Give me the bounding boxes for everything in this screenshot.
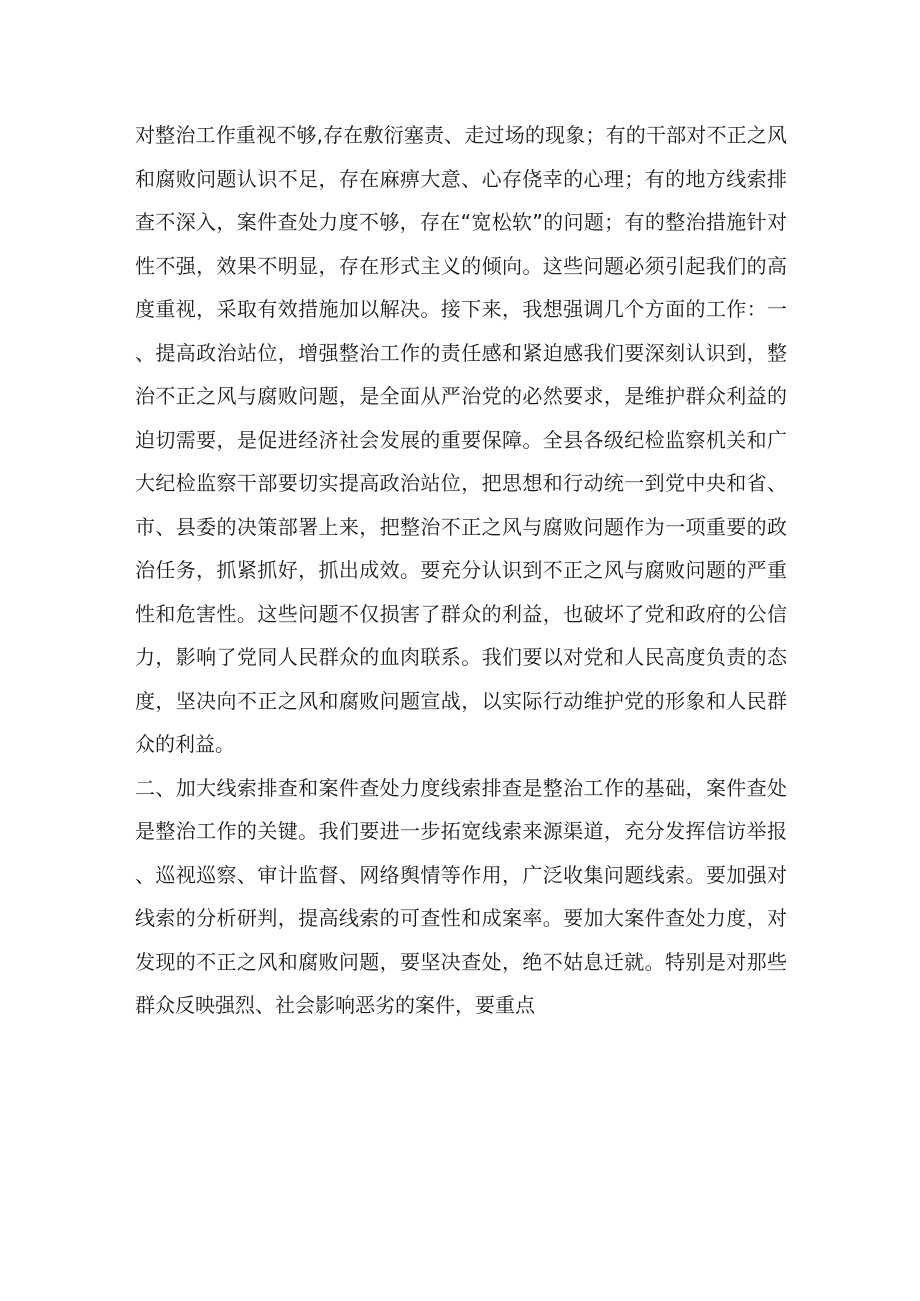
document-body [135, 114, 787, 1028]
paragraph-2: 二、加大线索排查和案件查处力度线索排查是整治工作的基础，案件查处是整治工作的关键。我们要进一步拓宽线索来源渠道，充分发挥信访举报、巡视巡察、审计监督、网络舆情等作用，广泛收集问题线索。要加强对线索的分析研判，提高线索的可查性和成案率。要加大案件查处力度，对发现的不正之风和腐败问题，要坚决查处，绝不姑息迁就。特别是对那些群众反映强烈、社会影响恶劣的案件，要重点 [135, 775, 787, 1017]
paragraph-1: 对整治工作重视不够,存在敷衍塞责、走过场的现象；有的干部对不正之风和腐败问题认识不足，存在麻痹大意、心存侥幸的心理；有的地方线索排查不深入，案件查处力度不够，存在“宽松软”的问题；有的整治措施针对性不强，效果不明显，存在形式主义的倾向。这些问题必须引起我们的高度重视，采取有效措施加以解决。接下来，我想强调几个方面的工作：一、提高政治站位，增强整治工作的责任感和紧迫感我们要深刻认识到，整治不正之风与腐败问题，是全面从严治党的必然要求，是维护群众利益的迫切需要，是促进经济社会发展的重要保障。全县各级纪检监察机关和广大纪检监察干部要切实提高政治站位，把思想和行动统一到党中央和省、市、县委的决策部署上来，把整治不正之风与腐败问题作为一项重要的政治任务，抓紧抓好，抓出成效。要充分认识到不正之风与腐败问题的严重性和危害性。这些问题不仅损害了群众的利益，也破坏了党和政府的公信力，影响了党同人民群众的血肉联系。我们要以对党和人民高度负责的态度，坚决向不正之风和腐败问题宣战，以实际行动维护党的形象和人民群众的利益。 [135, 123, 787, 756]
